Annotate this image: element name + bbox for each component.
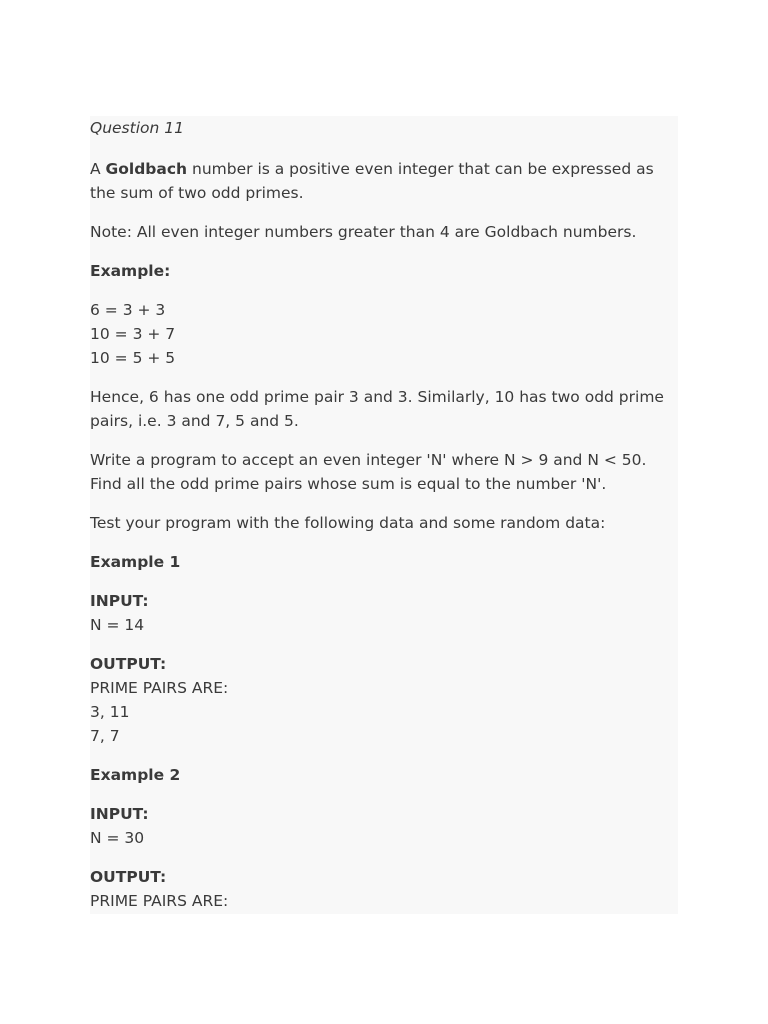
- example1-input-label: INPUT:: [90, 592, 149, 610]
- goldbach-term: Goldbach: [105, 160, 188, 178]
- question-title: Question 11: [90, 119, 184, 137]
- document-content: [90, 116, 678, 913]
- example-line: 6 = 3 + 3: [90, 301, 166, 319]
- example1-output: [90, 652, 678, 748]
- example2-input-value: N = 30: [90, 829, 145, 847]
- task-paragraph: Write a program to accept an even integer 'N' where N > 9 and N < 50. Find all the odd prime pairs whose sum is equal to the number 'N'.: [90, 451, 647, 493]
- test-instruction: Test your program with the following data and some random data:: [90, 514, 606, 532]
- intro-prefix: A: [90, 160, 106, 178]
- example1-heading: Example 1: [90, 553, 181, 571]
- example2-output-label: OUTPUT:: [90, 868, 167, 886]
- intro-paragraph: [90, 157, 678, 205]
- example2-input: [90, 802, 678, 850]
- example1-output-line: 3, 11: [90, 703, 130, 721]
- note-paragraph: Note: All even integer numbers greater than 4 are Goldbach numbers.: [90, 223, 637, 241]
- example-line: 10 = 3 + 7: [90, 325, 176, 343]
- example1-input: [90, 589, 678, 637]
- example1-output-label: OUTPUT:: [90, 655, 167, 673]
- example1-input-value: N = 14: [90, 616, 145, 634]
- example2-heading: Example 2: [90, 766, 181, 784]
- example2-output-line: PRIME PAIRS ARE:: [90, 892, 229, 910]
- intro-suffix: number is a positive even integer that can be expressed as the sum of two odd primes.: [90, 160, 654, 202]
- example-line: 10 = 5 + 5: [90, 349, 176, 367]
- example-heading: Example:: [90, 262, 171, 280]
- example2-output: [90, 865, 678, 913]
- example1-output-line: PRIME PAIRS ARE:: [90, 679, 229, 697]
- example-equations: [90, 298, 678, 370]
- example2-input-label: INPUT:: [90, 805, 149, 823]
- example1-output-line: 7, 7: [90, 727, 120, 745]
- hence-paragraph: Hence, 6 has one odd prime pair 3 and 3. Similarly, 10 has two odd prime pairs, i.e. 3 and 7, 5 and 5.: [90, 388, 664, 430]
